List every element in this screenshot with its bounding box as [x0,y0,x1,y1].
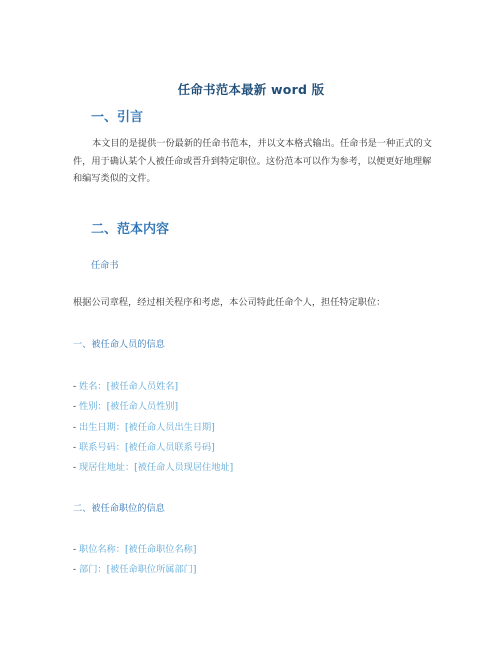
field-key: 出生日期： [79,422,125,433]
section-heading-introduction: 一、引言 [91,110,144,125]
appointment-letter-label: 任命书 [91,260,119,271]
field-key: 职位名称： [79,544,125,555]
field-key: 姓名： [79,381,107,392]
appointee-phone-item [73,439,215,453]
section-heading-template-content: 二、范本内容 [91,222,170,237]
position-department-item [73,561,196,575]
introduction-paragraph: 本文目的是提供一份最新的任命书范本，并以文本格式输出。任命书是一种正式的文件，用于确认某个人被任命或晋升到特定职位。这份范本可以作为参考，以便更好地理解和编写类似的文件。 [73,138,432,184]
field-placeholder: [被任命人员出生日期] [124,422,215,433]
list-bullet: - [73,381,77,392]
appointment-intro-text: 根据公司章程，经过相关程序和考虑，本公司特此任命个人，担任特定职位： [73,297,386,308]
list-bullet: - [73,462,77,473]
field-placeholder: [被任命人员姓名] [106,381,179,392]
appointee-info-heading: 一、被任命人员的信息 [73,339,165,350]
list-bullet: - [73,564,77,575]
field-key: 部门： [79,564,107,575]
appointee-gender-item [73,398,178,412]
field-key: 联系号码： [79,442,125,453]
position-info-heading: 二、被任命职位的信息 [73,503,165,514]
field-placeholder: [被任命人员现居住地址] [134,462,234,473]
list-bullet: - [73,442,77,453]
field-key: 现居住地址： [79,462,135,473]
list-bullet: - [73,544,77,555]
field-placeholder: [被任命职位名称] [124,544,197,555]
appointee-address-item [73,459,233,473]
appointee-name-item [73,378,178,392]
list-bullet: - [73,422,77,433]
document-title: 任命书范本最新 word 版 [177,82,325,97]
appointee-birthdate-item [73,419,215,433]
list-bullet: - [73,401,77,412]
field-placeholder: [被任命人员联系号码] [124,442,215,453]
field-placeholder: [被任命职位所属部门] [106,564,197,575]
field-key: 性别： [79,401,107,412]
field-placeholder: [被任命人员性别] [106,401,179,412]
position-title-item [73,541,196,555]
